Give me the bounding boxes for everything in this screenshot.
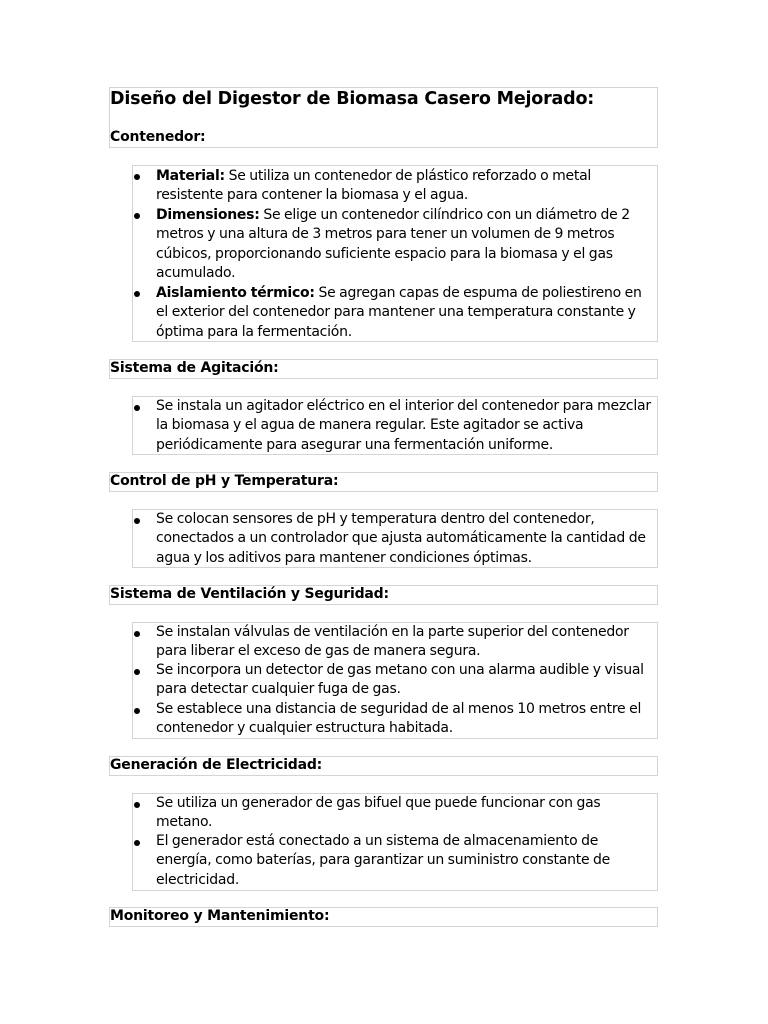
item-text: Se utiliza un contenedor de plástico reforzado o metal resistente para contener la biomasa y el agua. bbox=[156, 168, 592, 204]
list-item bbox=[156, 623, 656, 662]
section-heading-electricidad: Generación de Electricidad: bbox=[110, 757, 323, 773]
item-text: Se agregan capas de espuma de poliestireno en el exterior del contenedor para mantener una temperatura constante y óptima para la fermentación. bbox=[156, 285, 642, 340]
bullet-icon bbox=[134, 174, 140, 180]
list-item bbox=[156, 284, 656, 342]
bullet-icon bbox=[134, 291, 140, 297]
section-heading-monitoreo: Monitoreo y Mantenimiento: bbox=[110, 908, 330, 924]
item-label: Dimensiones: bbox=[156, 207, 260, 223]
item-text: Se colocan sensores de pH y temperatura dentro del contenedor, conectados a un controlador que ajusta automáticamente la cantidad de agua y los aditivos para mantener condiciones óptimas. bbox=[156, 511, 646, 566]
list-item bbox=[156, 700, 656, 739]
bullet-icon bbox=[134, 802, 140, 808]
section-heading-ventilacion: Sistema de Ventilación y Seguridad: bbox=[110, 586, 389, 602]
item-label: Aislamiento térmico: bbox=[156, 285, 315, 301]
item-text: El generador está conectado a un sistema de almacenamiento de energía, como baterías, para garantizar un suministro constante de electricidad. bbox=[156, 833, 611, 888]
item-label: Material: bbox=[156, 168, 225, 184]
bullet-icon bbox=[134, 631, 140, 637]
section-heading-ph: Control de pH y Temperatura: bbox=[110, 473, 339, 489]
bullet-icon bbox=[134, 840, 140, 846]
item-text: Se utiliza un generador de gas bifuel que puede funcionar con gas metano. bbox=[156, 795, 601, 831]
document-title: Diseño del Digestor de Biomasa Casero Mejorado: bbox=[110, 89, 595, 109]
item-text: Se instala un agitador eléctrico en el interior del contenedor para mezclar la biomasa y el agua de manera regular. Este agitador se activa periódicamente para asegurar una fermentación uniforme. bbox=[156, 398, 651, 453]
bullet-icon bbox=[134, 213, 140, 219]
list-item bbox=[156, 832, 656, 890]
list-item bbox=[156, 206, 656, 283]
section-heading-agitacion: Sistema de Agitación: bbox=[110, 360, 279, 376]
bullet-icon bbox=[134, 518, 140, 524]
item-text: Se establece una distancia de seguridad de al menos 10 metros entre el contenedor y cualquier estructura habitada. bbox=[156, 701, 642, 737]
list-item bbox=[156, 794, 656, 833]
list-item bbox=[156, 397, 656, 455]
list-item bbox=[156, 661, 656, 700]
list-item bbox=[156, 510, 656, 568]
item-text: Se instalan válvulas de ventilación en la parte superior del contenedor para liberar el exceso de gas de manera segura. bbox=[156, 624, 629, 660]
bullet-icon bbox=[134, 669, 140, 675]
bullet-icon bbox=[134, 708, 140, 714]
section-heading-contenedor: Contenedor: bbox=[110, 129, 206, 145]
bullet-icon bbox=[134, 405, 140, 411]
item-text: Se elige un contenedor cilíndrico con un diámetro de 2 metros y una altura de 3 metros para tener un volumen de 9 metros cúbicos, proporcionando suficiente espacio para la biomasa y el gas acumulado. bbox=[156, 207, 630, 281]
list-item bbox=[156, 167, 656, 206]
item-text: Se incorpora un detector de gas metano con una alarma audible y visual para detectar cualquier fuga de gas. bbox=[156, 662, 644, 698]
